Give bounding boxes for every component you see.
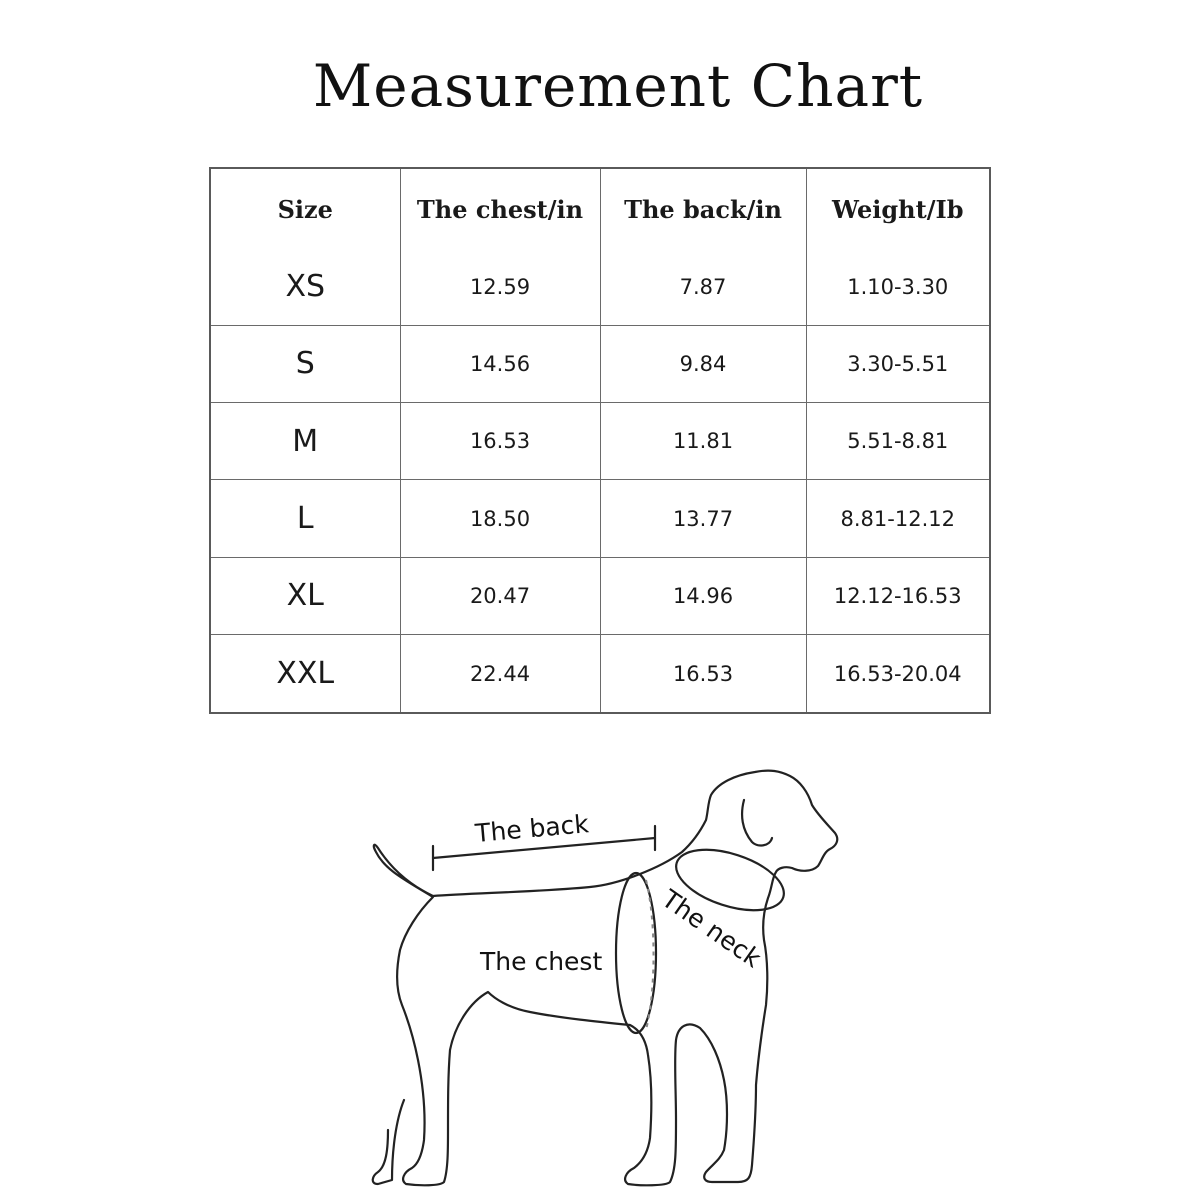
chest-cell: 16.53 bbox=[400, 403, 600, 480]
chest-cell: 22.44 bbox=[400, 635, 600, 713]
size-cell: XS bbox=[210, 249, 400, 325]
header-back: The back/in bbox=[600, 168, 806, 249]
dog-silhouette bbox=[374, 771, 837, 1186]
weight-cell: 8.81-12.12 bbox=[840, 506, 955, 531]
dog-diagram bbox=[0, 730, 1200, 1200]
dog-outline-illustration bbox=[0, 730, 1200, 1200]
back-label: The back bbox=[473, 809, 590, 848]
table-row bbox=[210, 557, 990, 634]
neck-label: The neck bbox=[656, 884, 767, 974]
chest-cell: 12.59 bbox=[400, 249, 600, 325]
measurement-table bbox=[209, 167, 991, 714]
chest-cell: 14.56 bbox=[400, 325, 600, 402]
back-cell: 14.96 bbox=[600, 557, 806, 634]
size-cell: M bbox=[210, 403, 400, 480]
table-row bbox=[210, 325, 990, 402]
chest-label: The chest bbox=[480, 947, 603, 976]
size-cell: XXL bbox=[210, 635, 400, 713]
header-weight: Weight/Ib bbox=[832, 194, 964, 224]
back-cell: 16.53 bbox=[600, 635, 806, 713]
header-chest: The chest/in bbox=[400, 168, 600, 249]
weight-cell: 5.51-8.81 bbox=[847, 429, 949, 454]
back-cell: 13.77 bbox=[600, 480, 806, 557]
back-cell: 9.84 bbox=[600, 325, 806, 402]
table-row bbox=[210, 249, 990, 325]
dog-hind-leg bbox=[373, 1100, 404, 1184]
table-row bbox=[210, 480, 990, 557]
weight-cell: 3.30-5.51 bbox=[847, 351, 949, 376]
header-size: Size bbox=[210, 168, 400, 249]
chest-cell: 18.50 bbox=[400, 480, 600, 557]
weight-cell: 16.53-20.04 bbox=[833, 661, 962, 686]
size-cell: S bbox=[210, 325, 400, 402]
weight-cell: 1.10-3.30 bbox=[847, 274, 949, 299]
chest-cell: 20.47 bbox=[400, 557, 600, 634]
page-title: Measurement Chart bbox=[312, 52, 924, 120]
back-cell: 11.81 bbox=[600, 403, 806, 480]
back-cell: 7.87 bbox=[600, 249, 806, 325]
size-cell: L bbox=[210, 480, 400, 557]
table-row bbox=[210, 635, 990, 713]
weight-cell: 12.12-16.53 bbox=[833, 583, 962, 608]
table-row bbox=[210, 403, 990, 480]
size-cell: XL bbox=[210, 557, 400, 634]
table-header-row bbox=[210, 168, 990, 249]
dog-ear bbox=[742, 800, 772, 845]
